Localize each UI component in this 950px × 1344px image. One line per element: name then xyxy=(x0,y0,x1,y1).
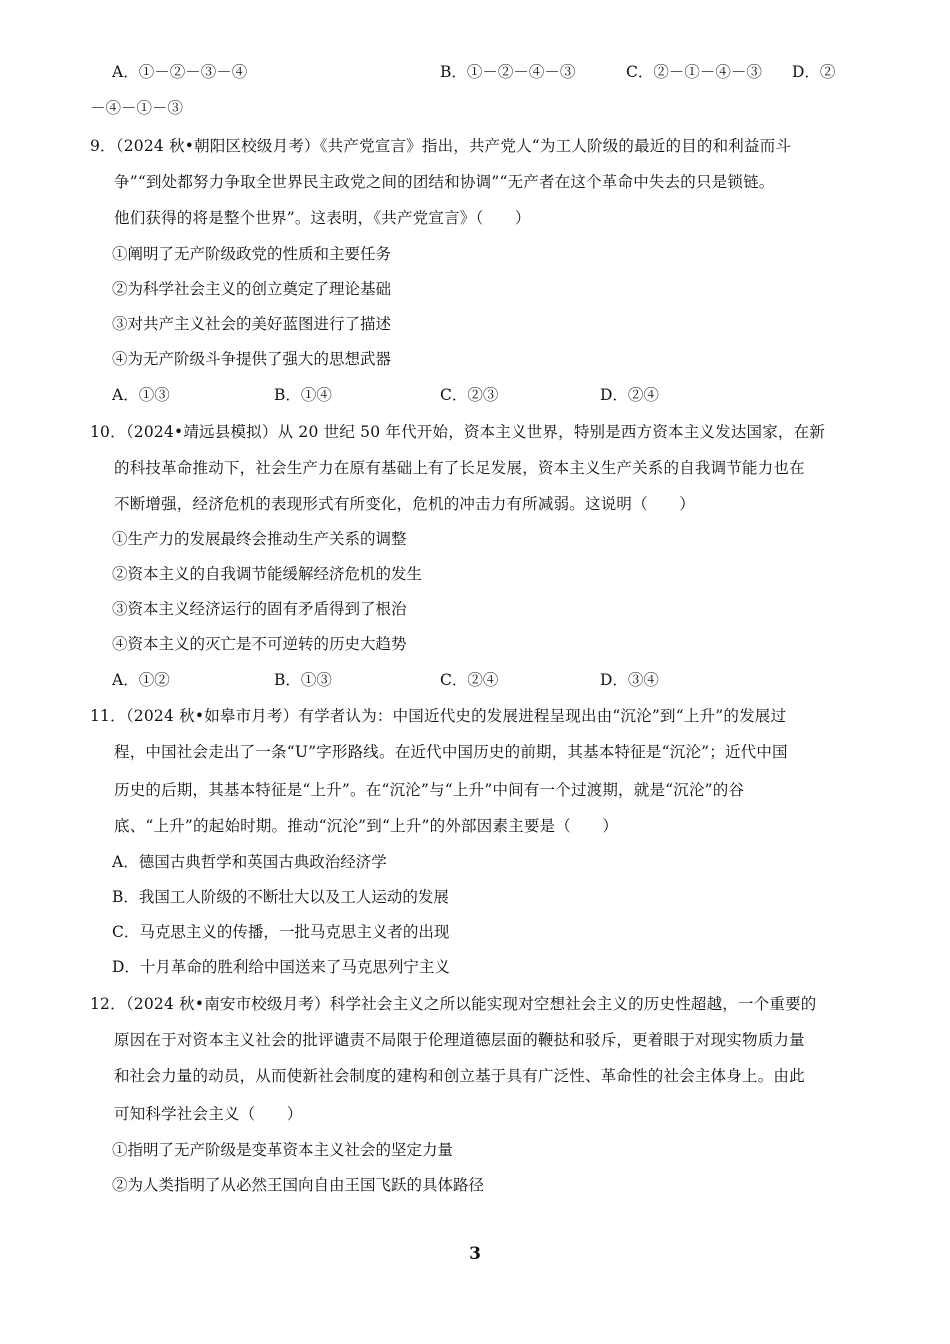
prev-option-d: D．② xyxy=(792,63,836,81)
q11-stem-line: 11．（2024 秋•如皋市月考）有学者认为：中国近代史的发展进程呈现出由“沉沦”到“上升”的发展过 xyxy=(90,707,787,725)
q11-option-d: D．十月革命的胜利给中国送来了马克思列宁主义 xyxy=(112,958,450,976)
q10-statement: ②资本主义的自我调节能缓解经济危机的发生 xyxy=(112,565,423,583)
q11-stem-line: 底、“上升”的起始时期。推动“沉沦”到“上升”的外部因素主要是（ ） xyxy=(114,817,619,835)
q9-option-a: A．①③ xyxy=(112,386,170,404)
q10-option-b: B．①③ xyxy=(274,671,332,689)
q11-stem-line: 历史的后期，其基本特征是“上升”。在“沉沦”与“上升”中间有一个过渡期，就是“沉沦”的谷 xyxy=(114,781,745,799)
prev-option-d-cont: －④－①－③ xyxy=(90,99,184,117)
page-number: 3 xyxy=(469,1244,481,1264)
q10-stem-line: 10．（2024•靖远县模拟）从 20 世纪 50 年代开始，资本主义世界，特别是西方资本主义发达国家，在新 xyxy=(90,423,826,441)
q10-stem-line: 不断增强，经济危机的表现形式有所变化，危机的冲击力有所减弱。这说明（ ） xyxy=(114,495,695,513)
prev-option-b: B．①－②－④－③ xyxy=(440,63,576,81)
q9-statement: ②为科学社会主义的创立奠定了理论基础 xyxy=(112,280,392,298)
q12-stem-line: 可知科学社会主义（ ） xyxy=(114,1105,303,1123)
q12-statement: ②为人类指明了从必然王国向自由王国飞跃的具体路径 xyxy=(112,1176,485,1194)
prev-option-a: A．①－②－③－④ xyxy=(112,63,248,81)
q10-statement: ③资本主义经济运行的固有矛盾得到了根治 xyxy=(112,600,407,618)
q11-option-b: B．我国工人阶级的不断壮大以及工人运动的发展 xyxy=(112,888,449,906)
q11-option-a: A．德国古典哲学和英国古典政治经济学 xyxy=(112,853,387,871)
q9-statement: ①阐明了无产阶级政党的性质和主要任务 xyxy=(112,245,392,263)
q10-option-a: A．①② xyxy=(112,671,170,689)
q9-statement: ③对共产主义社会的美好蓝图进行了描述 xyxy=(112,315,392,333)
q11-stem-line: 程，中国社会走出了一条“U”字形路线。在近代中国历史的前期，其基本特征是“沉沦”；近代中国 xyxy=(114,743,788,761)
q9-option-c: C．②③ xyxy=(440,386,499,404)
q11-option-c: C．马克思主义的传播，一批马克思主义者的出现 xyxy=(112,923,450,941)
q9-option-b: B．①④ xyxy=(274,386,332,404)
q9-statement: ④为无产阶级斗争提供了强大的思想武器 xyxy=(112,350,392,368)
q12-stem-line: 12．（2024 秋•南安市校级月考）科学社会主义之所以能实现对空想社会主义的历史性超越，一个重要的 xyxy=(90,995,817,1013)
q9-stem-line: 争”“到处都努力争取全世界民主政党之间的团结和协调”“无产者在这个革命中失去的只是锁链。 xyxy=(114,173,775,191)
q9-stem-line: 9．（2024 秋•朝阳区校级月考）《共产党宣言》指出，共产党人“为工人阶级的最近的目的和利益而斗 xyxy=(90,137,792,155)
q12-statement: ①指明了无产阶级是变革资本主义社会的坚定力量 xyxy=(112,1141,454,1159)
q12-stem-line: 原因在于对资本主义社会的批评谴责不局限于伦理道德层面的鞭挞和驳斥，更着眼于对现实物质力量 xyxy=(114,1031,805,1049)
q10-option-c: C．②④ xyxy=(440,671,499,689)
q12-stem-line: 和社会力量的动员，从而使新社会制度的建构和创立基于具有广泛性、革命性的社会主体身上。由此 xyxy=(114,1067,805,1085)
q10-stem-line: 的科技革命推动下，社会生产力在原有基础上有了长足发展，资本主义生产关系的自我调节能力也在 xyxy=(114,459,805,477)
q10-statement: ①生产力的发展最终会推动生产关系的调整 xyxy=(112,530,407,548)
q9-option-d: D．②④ xyxy=(600,386,659,404)
prev-option-c: C．②－①－④－③ xyxy=(626,63,762,81)
q9-stem-line: 他们获得的将是整个世界”。这表明，《共产党宣言》（ ） xyxy=(114,209,531,227)
q10-statement: ④资本主义的灭亡是不可逆转的历史大趋势 xyxy=(112,635,407,653)
q10-option-d: D．③④ xyxy=(600,671,659,689)
